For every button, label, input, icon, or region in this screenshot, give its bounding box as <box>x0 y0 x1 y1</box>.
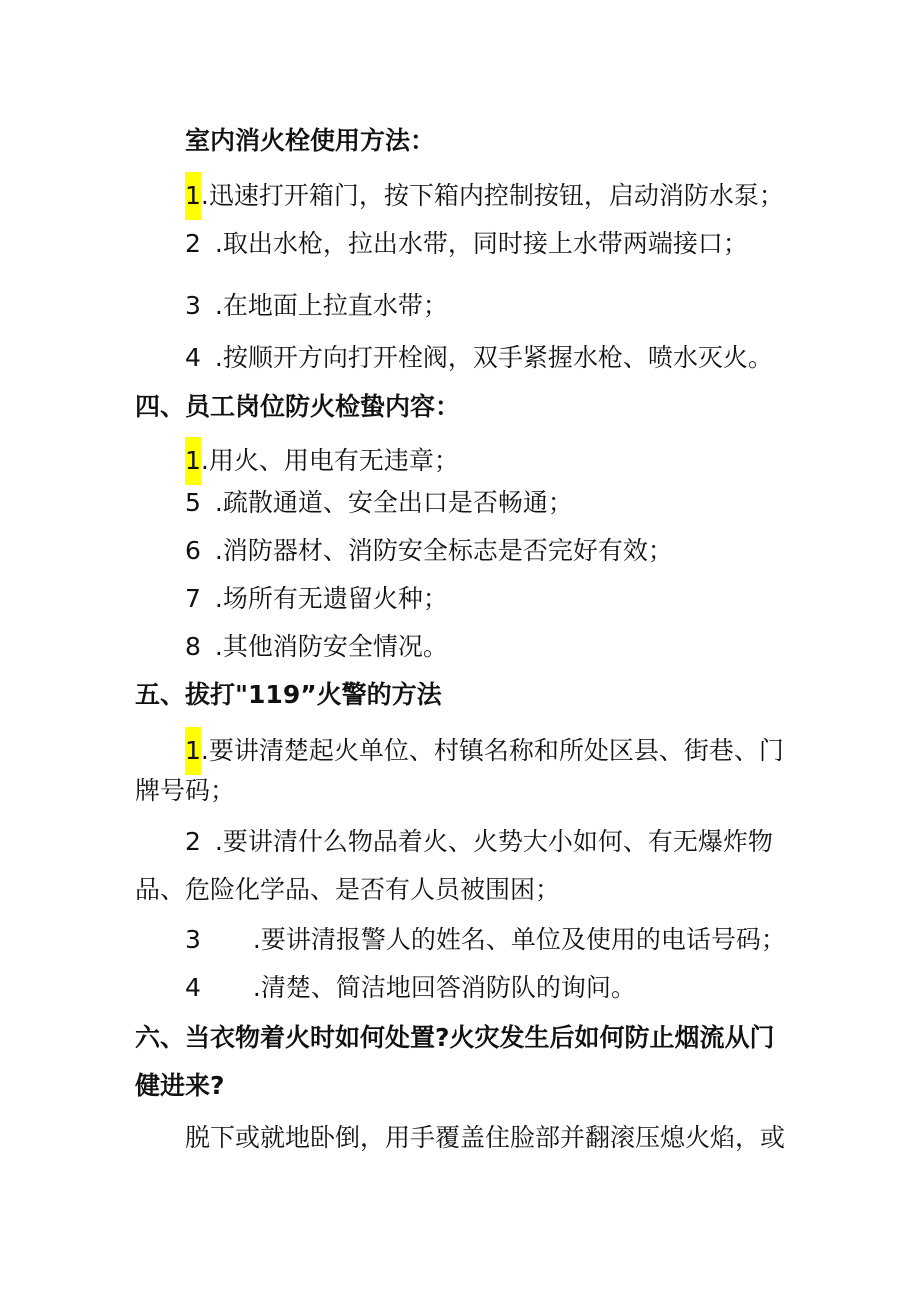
highlighted-number: 1 <box>185 172 201 220</box>
list-item <box>185 340 773 376</box>
list-number: 4 <box>185 973 201 1002</box>
list-item-text: .其他消防安全情况。 <box>214 632 448 661</box>
list-item-text: .取出水枪，拉出水带，同时接上水带两端接口； <box>214 229 748 258</box>
list-item <box>185 437 459 473</box>
list-item <box>185 970 636 1006</box>
list-item-text: .要讲清楚起火单位、村镇名称和所处区县、街巷、门 <box>200 736 784 765</box>
section-title-hydrant: 室内消火栓使用方法： <box>185 126 436 155</box>
list-number: 6 <box>185 536 201 565</box>
list-item-text: .在地面上拉直水带； <box>214 291 448 320</box>
list-item-text: .要讲清什么物品着火、火势大小如何、有无爆炸物 <box>214 827 773 856</box>
section-heading-5: 五、拔打"119”火警的方法 <box>135 680 442 709</box>
list-item-text: .疏散通道、安全出口是否畅通； <box>214 488 573 517</box>
list-item <box>185 727 784 763</box>
list-item-text: .用火、用电有无违章； <box>200 446 459 475</box>
list-number: 2 <box>185 827 201 856</box>
list-item <box>185 533 673 569</box>
list-item <box>185 629 448 665</box>
section-heading-6: 六、当衣物着火时如何处置?火灾发生后如何防止烟流从门 <box>135 1023 775 1052</box>
list-number: 8 <box>185 632 201 661</box>
list-number: 2 <box>185 229 201 258</box>
list-number: 4 <box>185 343 201 372</box>
list-item-continuation: 品、危险化学品、是否有人员被围困； <box>135 875 561 904</box>
highlighted-number: 1 <box>185 727 201 775</box>
paragraph: 脱下或就地卧倒，用手覆盖住脸部并翻滚压熄火焰，或 <box>185 1123 786 1152</box>
list-item <box>185 226 748 262</box>
highlighted-number: 1 <box>185 437 201 485</box>
list-item <box>185 581 448 617</box>
section-heading-6-continuation: 健进来? <box>135 1071 225 1100</box>
list-number: 7 <box>185 584 201 613</box>
section-heading-4: 四、员工岗位防火检蛰内容： <box>135 392 461 421</box>
list-item <box>185 824 773 860</box>
list-item-continuation: 牌号码； <box>135 776 236 805</box>
list-item-text: .要讲清报警人的姓名、单位及使用的电话号码； <box>252 925 786 954</box>
list-item <box>185 485 573 521</box>
list-item-text: .迅速打开箱门，按下箱内控制按钮，启动消防水泵； <box>200 181 784 210</box>
list-item <box>185 172 784 208</box>
list-item-text: .清楚、简洁地回答消防队的询问。 <box>252 973 636 1002</box>
list-item <box>185 922 786 958</box>
list-number: 5 <box>185 488 201 517</box>
list-item-text: .场所有无遗留火种； <box>214 584 448 613</box>
list-item <box>185 288 448 324</box>
list-number: 3 <box>185 925 201 954</box>
list-item-text: .消防器材、消防安全标志是否完好有效； <box>214 536 673 565</box>
list-item-text: .按顺开方向打开栓阀，双手紧握水枪、喷水灭火。 <box>214 343 773 372</box>
list-number: 3 <box>185 291 201 320</box>
